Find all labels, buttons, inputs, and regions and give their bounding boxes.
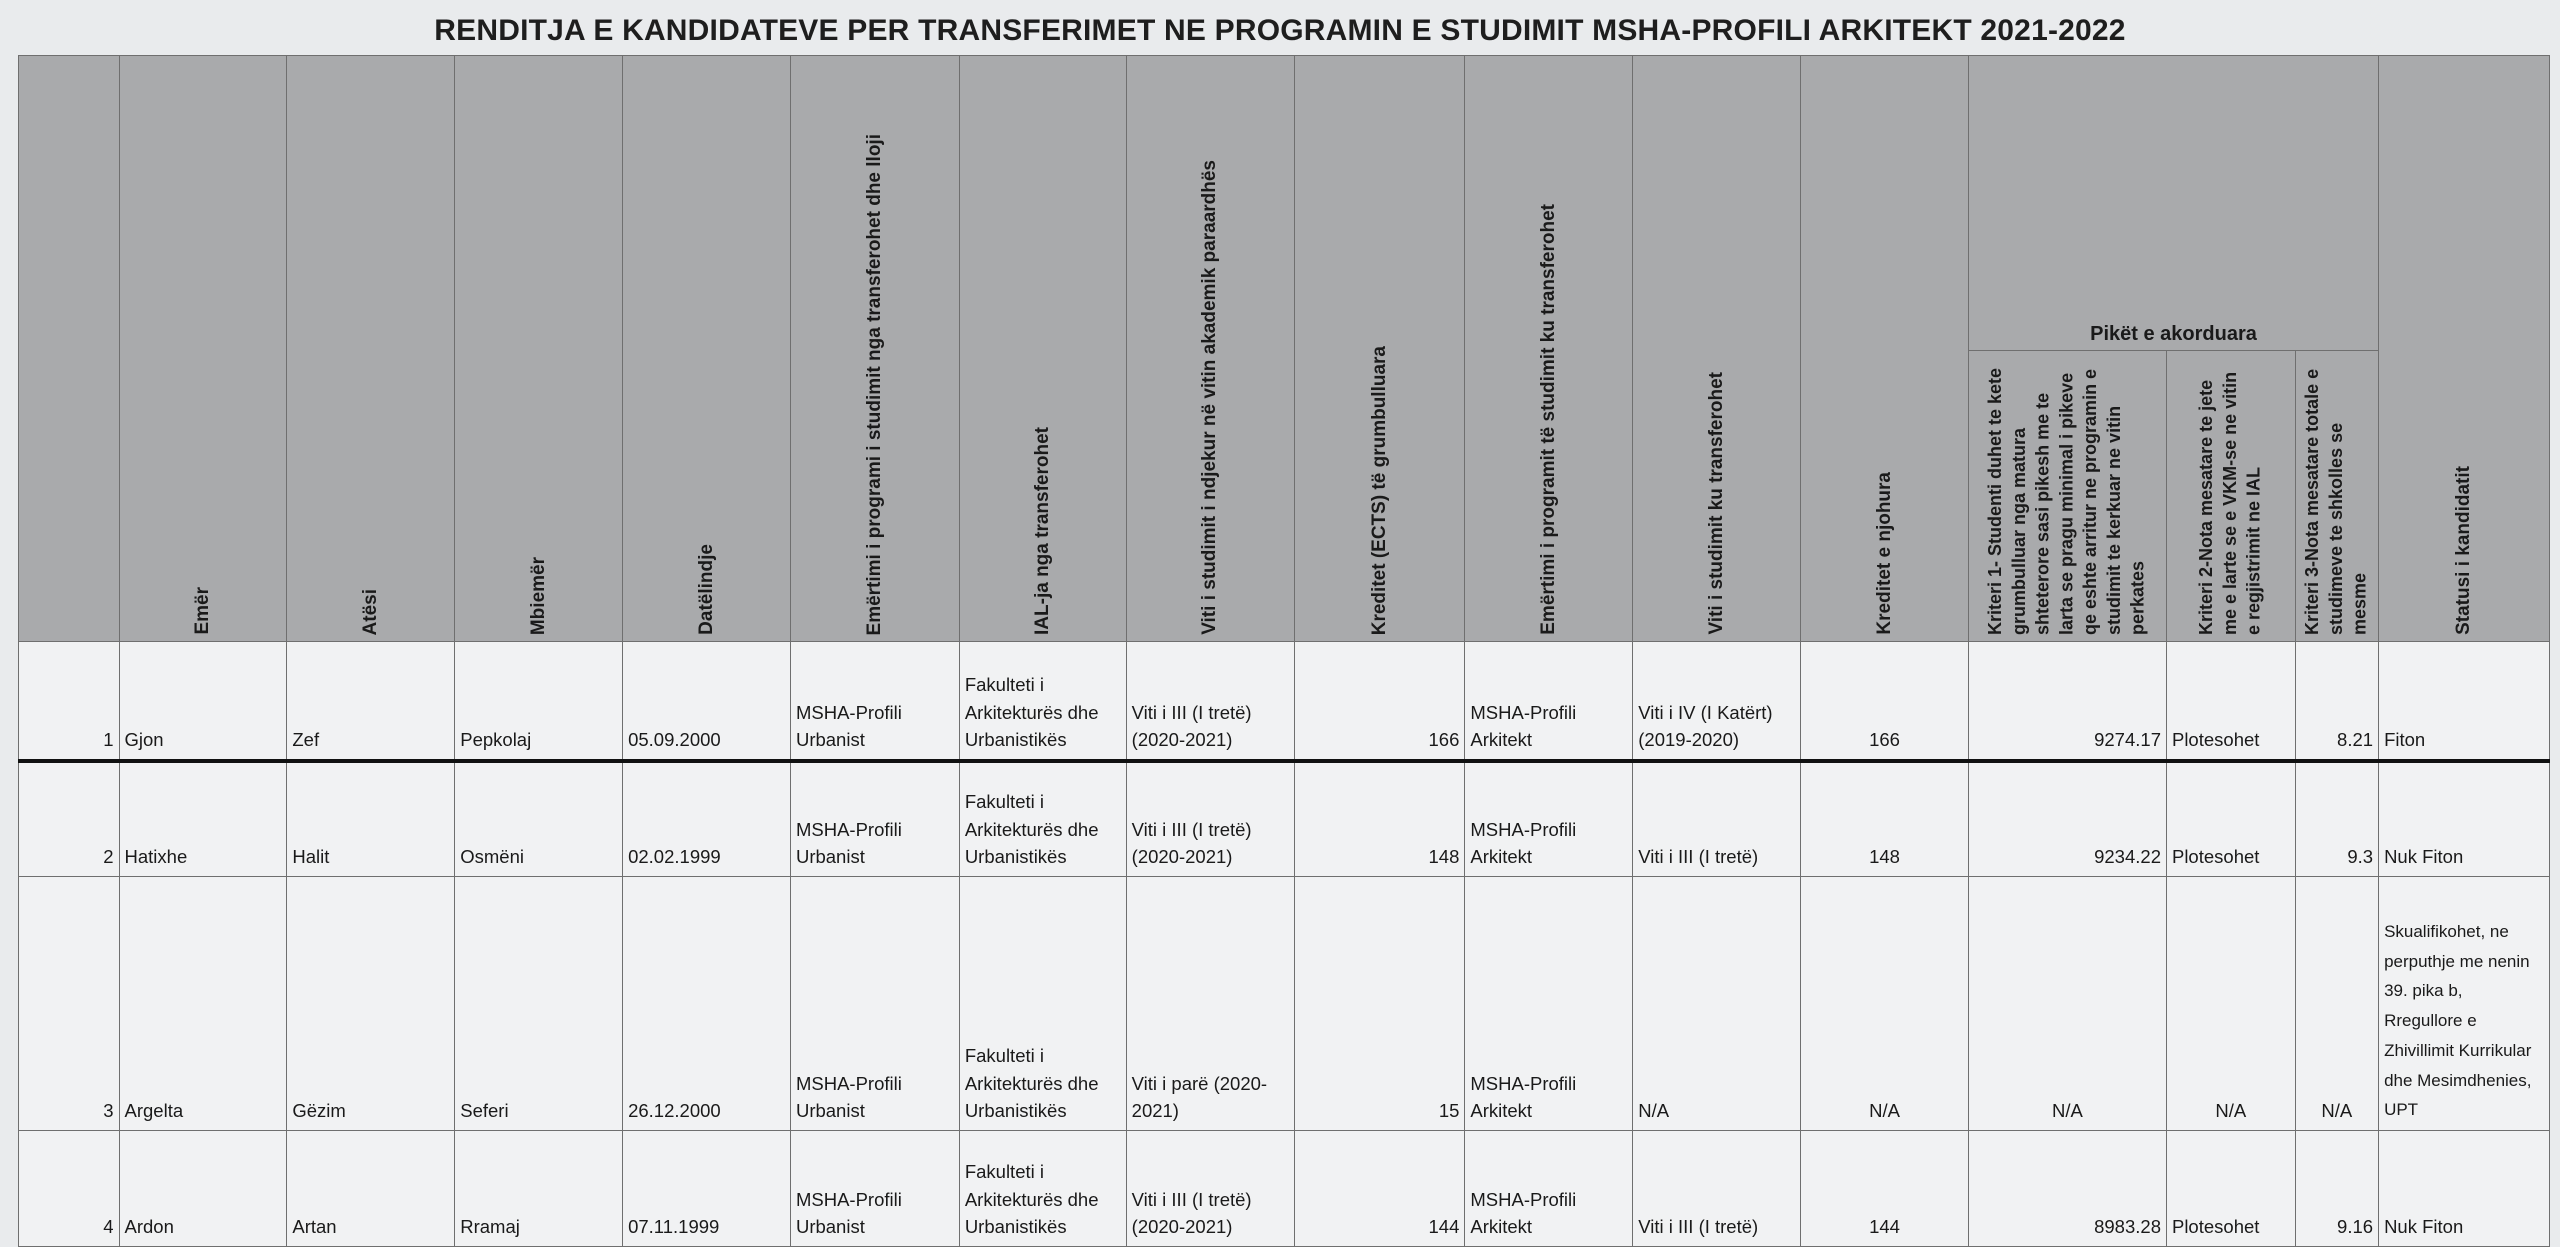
cell-kriteri3: 8.21 bbox=[2295, 642, 2378, 762]
cell-program-ku: MSHA-Profili Arkitekt bbox=[1465, 642, 1633, 762]
cell-kriteri1: N/A bbox=[1968, 877, 2166, 1131]
table-row bbox=[19, 877, 2550, 1131]
cell-program-nga: MSHA-Profili Urbanist bbox=[790, 1131, 959, 1247]
cell-ial-nga: Fakulteti i Arkitekturës dhe Urbanistikës bbox=[959, 642, 1126, 762]
cell-statusi: Nuk Fiton bbox=[2379, 761, 2550, 877]
header-emer: Emër bbox=[119, 56, 287, 642]
cell-viti-ndjekur: Viti i III (I tretë) (2020-2021) bbox=[1126, 1131, 1294, 1247]
cell-datelindje: 26.12.2000 bbox=[623, 877, 791, 1131]
table-row bbox=[19, 761, 2550, 877]
cell-atesi: Halit bbox=[287, 761, 455, 877]
cell-statusi: Nuk Fiton bbox=[2379, 1131, 2550, 1247]
cell-datelindje: 05.09.2000 bbox=[623, 642, 791, 762]
cell-program-nga: MSHA-Profili Urbanist bbox=[790, 761, 959, 877]
cell-atesi: Artan bbox=[287, 1131, 455, 1247]
cell-kriteri1: 9234.22 bbox=[1968, 761, 2166, 877]
cell-kriteri3: 9.16 bbox=[2295, 1131, 2378, 1247]
cell-program-ku: MSHA-Profili Arkitekt bbox=[1465, 1131, 1633, 1247]
cell-nr: 4 bbox=[19, 1131, 120, 1247]
header-program-ku: Emërtimi i programit të studimit ku transferohet bbox=[1465, 56, 1633, 642]
cell-emer: Hatixhe bbox=[119, 761, 287, 877]
cell-statusi: Fiton bbox=[2379, 642, 2550, 762]
cell-kreditet-njohura: 144 bbox=[1801, 1131, 1969, 1247]
cell-datelindje: 02.02.1999 bbox=[623, 761, 791, 877]
cell-kriteri2: Plotesohet bbox=[2166, 761, 2295, 877]
cell-datelindje: 07.11.1999 bbox=[623, 1131, 791, 1247]
cell-viti-ku: Viti i III (I tretë) bbox=[1633, 1131, 1801, 1247]
cell-kriteri3: 9.3 bbox=[2295, 761, 2378, 877]
cell-viti-ndjekur: Viti i parë (2020-2021) bbox=[1126, 877, 1294, 1131]
header-kreditet-ects: Kreditet (ECTS) të grumbulluara bbox=[1294, 56, 1465, 642]
cell-viti-ndjekur: Viti i III (I tretë) (2020-2021) bbox=[1126, 642, 1294, 762]
cell-program-nga: MSHA-Profili Urbanist bbox=[790, 877, 959, 1131]
cell-kriteri2: N/A bbox=[2166, 877, 2295, 1131]
candidates-table bbox=[18, 55, 2550, 1247]
cell-viti-ku: Viti i III (I tretë) bbox=[1633, 761, 1801, 877]
cell-kriteri2: Plotesohet bbox=[2166, 1131, 2295, 1247]
cell-atesi: Zef bbox=[287, 642, 455, 762]
cell-statusi: Skualifikohet, ne perputhje me nenin 39. pika b, Rregullore e Zhivillimit Kurrikular dhe Mesimdhenies, UPT bbox=[2379, 877, 2550, 1131]
header-viti-ndjekur: Viti i studimit i ndjekur në vitin akademik paraardhës bbox=[1126, 56, 1294, 642]
cell-kreditet-ects: 15 bbox=[1294, 877, 1465, 1131]
cell-program-ku: MSHA-Profili Arkitekt bbox=[1465, 761, 1633, 877]
cell-nr: 2 bbox=[19, 761, 120, 877]
cell-kreditet-ects: 144 bbox=[1294, 1131, 1465, 1247]
header-piket-group: Pikët e akorduara bbox=[1968, 56, 2378, 351]
cell-kreditet-ects: 148 bbox=[1294, 761, 1465, 877]
cell-emer: Ardon bbox=[119, 1131, 287, 1247]
header-kriteri1: Kriteri 1- Studenti duhet te kete grumbulluar nga matura shteterore sasi pikesh me te larta se pragu minimal i pikeve qe eshte arritur ne programin e studimit te kerkuar ne vitin perkates bbox=[1968, 351, 2166, 642]
cell-ial-nga: Fakulteti i Arkitekturës dhe Urbanistikës bbox=[959, 1131, 1126, 1247]
cell-ial-nga: Fakulteti i Arkitekturës dhe Urbanistikës bbox=[959, 877, 1126, 1131]
cell-mbiemer: Osmëni bbox=[455, 761, 623, 877]
cell-kriteri2: Plotesohet bbox=[2166, 642, 2295, 762]
cell-kriteri3: N/A bbox=[2295, 877, 2378, 1131]
cell-kreditet-njohura: N/A bbox=[1801, 877, 1969, 1131]
table-row bbox=[19, 1131, 2550, 1247]
cell-emer: Gjon bbox=[119, 642, 287, 762]
cell-kreditet-ects: 166 bbox=[1294, 642, 1465, 762]
header-program-nga: Emërtimi i programi i studimit nga transferohet dhe lloji bbox=[790, 56, 959, 642]
header-kriteri3: Kriteri 3-Nota mesatare totale e studimeve te shkolles se mesme bbox=[2295, 351, 2378, 642]
cell-viti-ku: Viti i IV (I Katërt) (2019-2020) bbox=[1633, 642, 1801, 762]
cell-kriteri1: 8983.28 bbox=[1968, 1131, 2166, 1247]
cell-kreditet-njohura: 148 bbox=[1801, 761, 1969, 877]
cell-program-ku: MSHA-Profili Arkitekt bbox=[1465, 877, 1633, 1131]
cell-kriteri1: 9274.17 bbox=[1968, 642, 2166, 762]
cell-ial-nga: Fakulteti i Arkitekturës dhe Urbanistikës bbox=[959, 761, 1126, 877]
cell-mbiemer: Seferi bbox=[455, 877, 623, 1131]
cell-program-nga: MSHA-Profili Urbanist bbox=[790, 642, 959, 762]
cell-viti-ku: N/A bbox=[1633, 877, 1801, 1131]
cell-nr: 1 bbox=[19, 642, 120, 762]
cell-kreditet-njohura: 166 bbox=[1801, 642, 1969, 762]
header-datelindje: Datëlindje bbox=[623, 56, 791, 642]
cell-mbiemer: Pepkolaj bbox=[455, 642, 623, 762]
cell-nr: 3 bbox=[19, 877, 120, 1131]
header-mbiemer: Mbiemër bbox=[455, 56, 623, 642]
cell-emer: Argelta bbox=[119, 877, 287, 1131]
cell-mbiemer: Rramaj bbox=[455, 1131, 623, 1247]
header-kreditet-njohura: Kreditet e njohura bbox=[1801, 56, 1969, 642]
header-ial-nga: IAL-ja nga transferohet bbox=[959, 56, 1126, 642]
header-nr bbox=[19, 56, 120, 642]
cell-viti-ndjekur: Viti i III (I tretë) (2020-2021) bbox=[1126, 761, 1294, 877]
cell-atesi: Gëzim bbox=[287, 877, 455, 1131]
header-statusi: Statusi i kandidatit bbox=[2379, 56, 2550, 642]
header-kriteri2: Kriteri 2-Nota mesatare te jete me e larte se e VKM-se ne vitin e regjistrimit ne IAL bbox=[2166, 351, 2295, 642]
page-title: RENDITJA E KANDIDATEVE PER TRANSFERIMET NE PROGRAMIN E STUDIMIT MSHA-PROFILI ARKITEKT 2021-2022 bbox=[434, 14, 2126, 47]
table-row bbox=[19, 642, 2550, 762]
header-viti-ku: Viti i studimit ku transferohet bbox=[1633, 56, 1801, 642]
header-atesi: Atësi bbox=[287, 56, 455, 642]
